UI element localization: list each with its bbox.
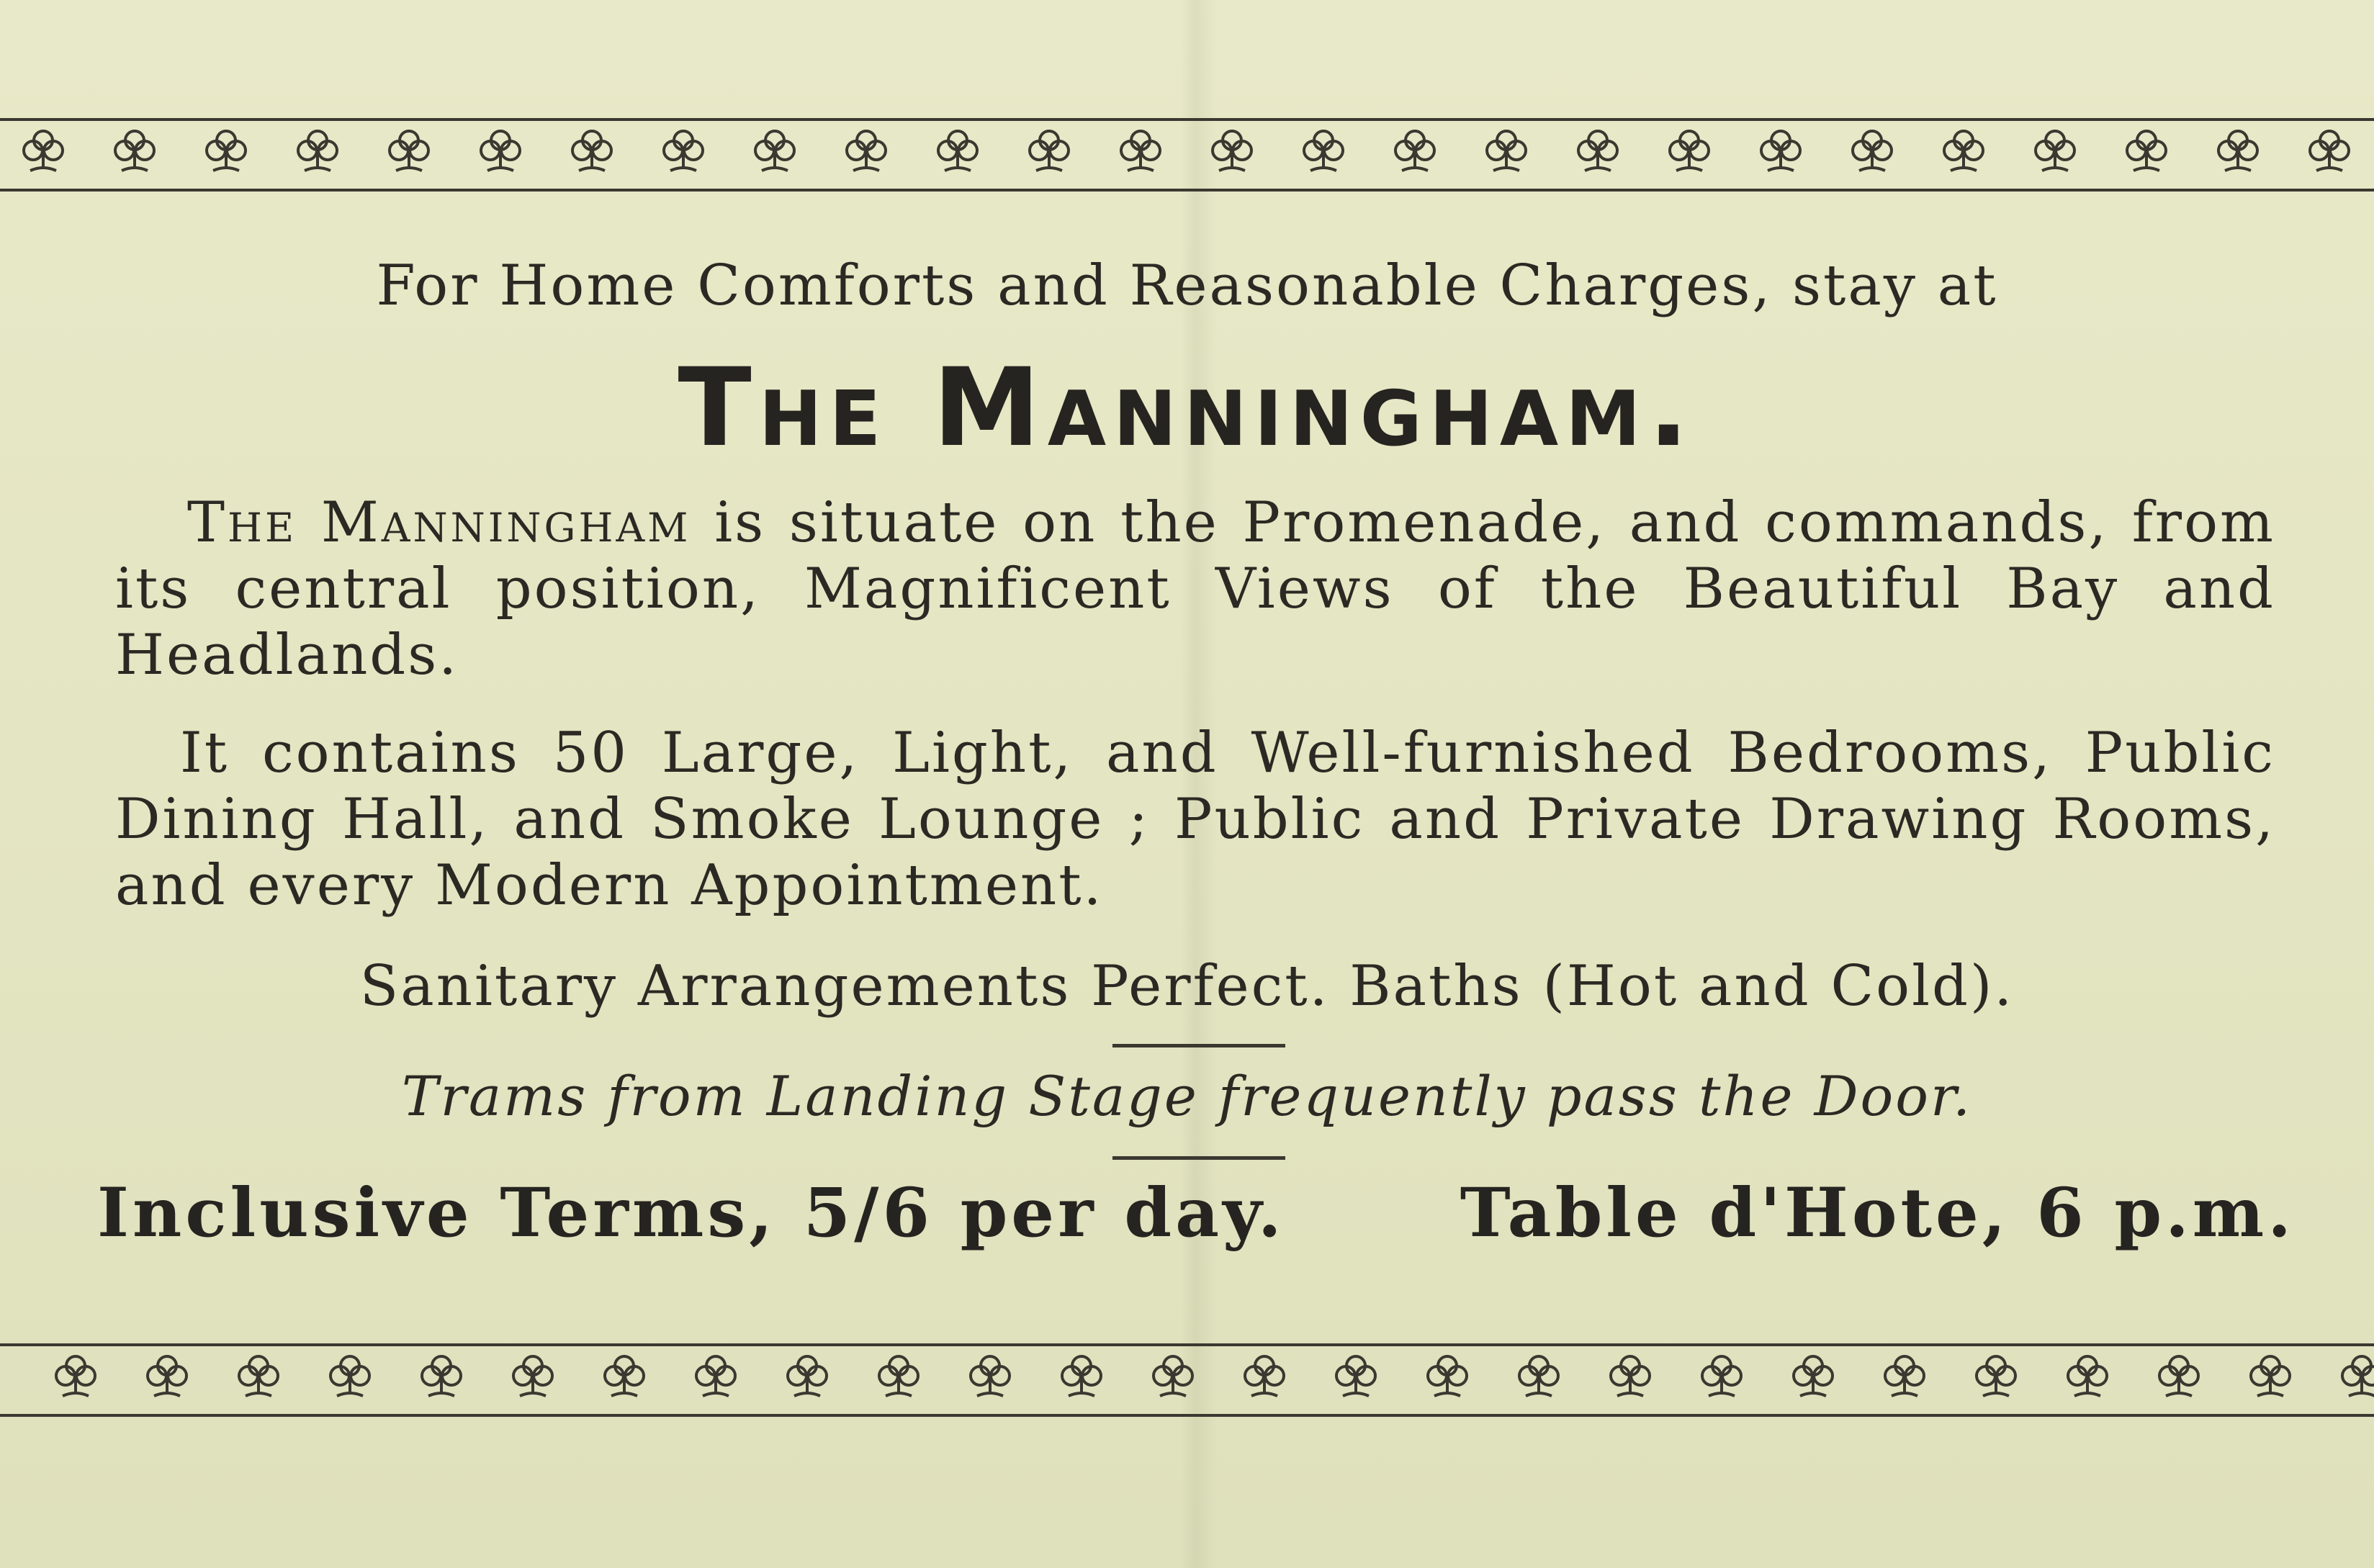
club-icon bbox=[1062, 1356, 1101, 1396]
club-icon bbox=[207, 131, 246, 171]
club-icon bbox=[879, 1356, 918, 1396]
club-icon bbox=[1578, 131, 1617, 171]
club-icon bbox=[1428, 1356, 1467, 1396]
club-icon bbox=[1611, 1356, 1650, 1396]
club-icon bbox=[1336, 1356, 1375, 1396]
club-icon bbox=[481, 131, 520, 171]
club-icon bbox=[2251, 1356, 2290, 1396]
club-icon bbox=[422, 1356, 461, 1396]
club-icon bbox=[115, 131, 154, 171]
club-icon bbox=[298, 131, 337, 171]
club-icon bbox=[1944, 131, 1983, 171]
club-icon bbox=[572, 131, 611, 171]
hotel-name-lead: The Manningham bbox=[187, 490, 691, 555]
club-icon bbox=[1519, 1356, 1558, 1396]
top-ornamental-border bbox=[0, 115, 2374, 194]
club-icon bbox=[1121, 131, 1160, 171]
divider-rule-top bbox=[1112, 1044, 1285, 1047]
club-icon bbox=[1761, 131, 1800, 171]
club-icon bbox=[56, 1356, 95, 1396]
border-svg bbox=[0, 1341, 2374, 1420]
tagline: For Home Comforts and Reasonable Charges, stay at bbox=[376, 253, 1998, 318]
hotel-name: The Manningham. bbox=[678, 346, 1696, 471]
club-icon bbox=[696, 1356, 735, 1396]
club-icon bbox=[331, 1356, 369, 1396]
club-icon bbox=[1853, 131, 1892, 171]
club-icon bbox=[664, 131, 703, 171]
club-icon bbox=[1885, 1356, 1924, 1396]
description-text: is situate on the Promenade, and commands, from its central position, Magnificent Views of the Beautiful Bay and Headlands. bbox=[115, 490, 2275, 688]
club-icon bbox=[513, 1356, 552, 1396]
sanitary-line: Sanitary Arrangements Perfect. Baths (Hot and Cold). bbox=[359, 954, 2015, 1019]
description-paragraph bbox=[115, 490, 2275, 688]
club-icon bbox=[1487, 131, 1526, 171]
club-icon bbox=[1702, 1356, 1741, 1396]
club-icon bbox=[847, 131, 886, 171]
club-icon bbox=[1670, 131, 1709, 171]
club-icon bbox=[2159, 1356, 2198, 1396]
inclusive-terms: Inclusive Terms, 5/6 per day. bbox=[97, 1173, 1285, 1253]
club-icon bbox=[1395, 131, 1434, 171]
amenities-paragraph: It contains 50 Large, Light, and Well-furnished Bedrooms, Public Dining Hall, and Smoke Lounge ; Public and Private Drawing Rooms, and every Modern Appointment. bbox=[115, 721, 2275, 918]
club-icon bbox=[390, 131, 428, 171]
club-icon bbox=[1794, 1356, 1833, 1396]
club-icon bbox=[24, 131, 63, 171]
club-icon bbox=[1030, 131, 1069, 171]
club-icon bbox=[788, 1356, 827, 1396]
club-icon bbox=[2310, 131, 2349, 171]
club-icon bbox=[605, 1356, 644, 1396]
club-icon bbox=[239, 1356, 278, 1396]
trams-line: Trams from Landing Stage frequently pass the Door. bbox=[401, 1064, 1973, 1128]
club-icon bbox=[1213, 131, 1251, 171]
bottom-ornamental-border bbox=[0, 1341, 2374, 1420]
club-icon bbox=[2036, 131, 2074, 171]
border-svg bbox=[0, 115, 2374, 194]
club-icon bbox=[938, 131, 977, 171]
club-icon bbox=[1245, 1356, 1284, 1396]
divider-rule-bottom bbox=[1112, 1156, 1285, 1160]
club-icon bbox=[1304, 131, 1343, 171]
club-icon bbox=[971, 1356, 1010, 1396]
table-dhote-time: Table d'Hote, 6 p.m. bbox=[1460, 1173, 2295, 1253]
club-icon bbox=[2342, 1356, 2374, 1396]
club-icon bbox=[1154, 1356, 1192, 1396]
club-icon bbox=[755, 131, 794, 171]
club-icon bbox=[2127, 131, 2166, 171]
club-icon bbox=[148, 1356, 186, 1396]
club-icon bbox=[1977, 1356, 2015, 1396]
club-icon bbox=[2068, 1356, 2107, 1396]
club-icon bbox=[2218, 131, 2257, 171]
